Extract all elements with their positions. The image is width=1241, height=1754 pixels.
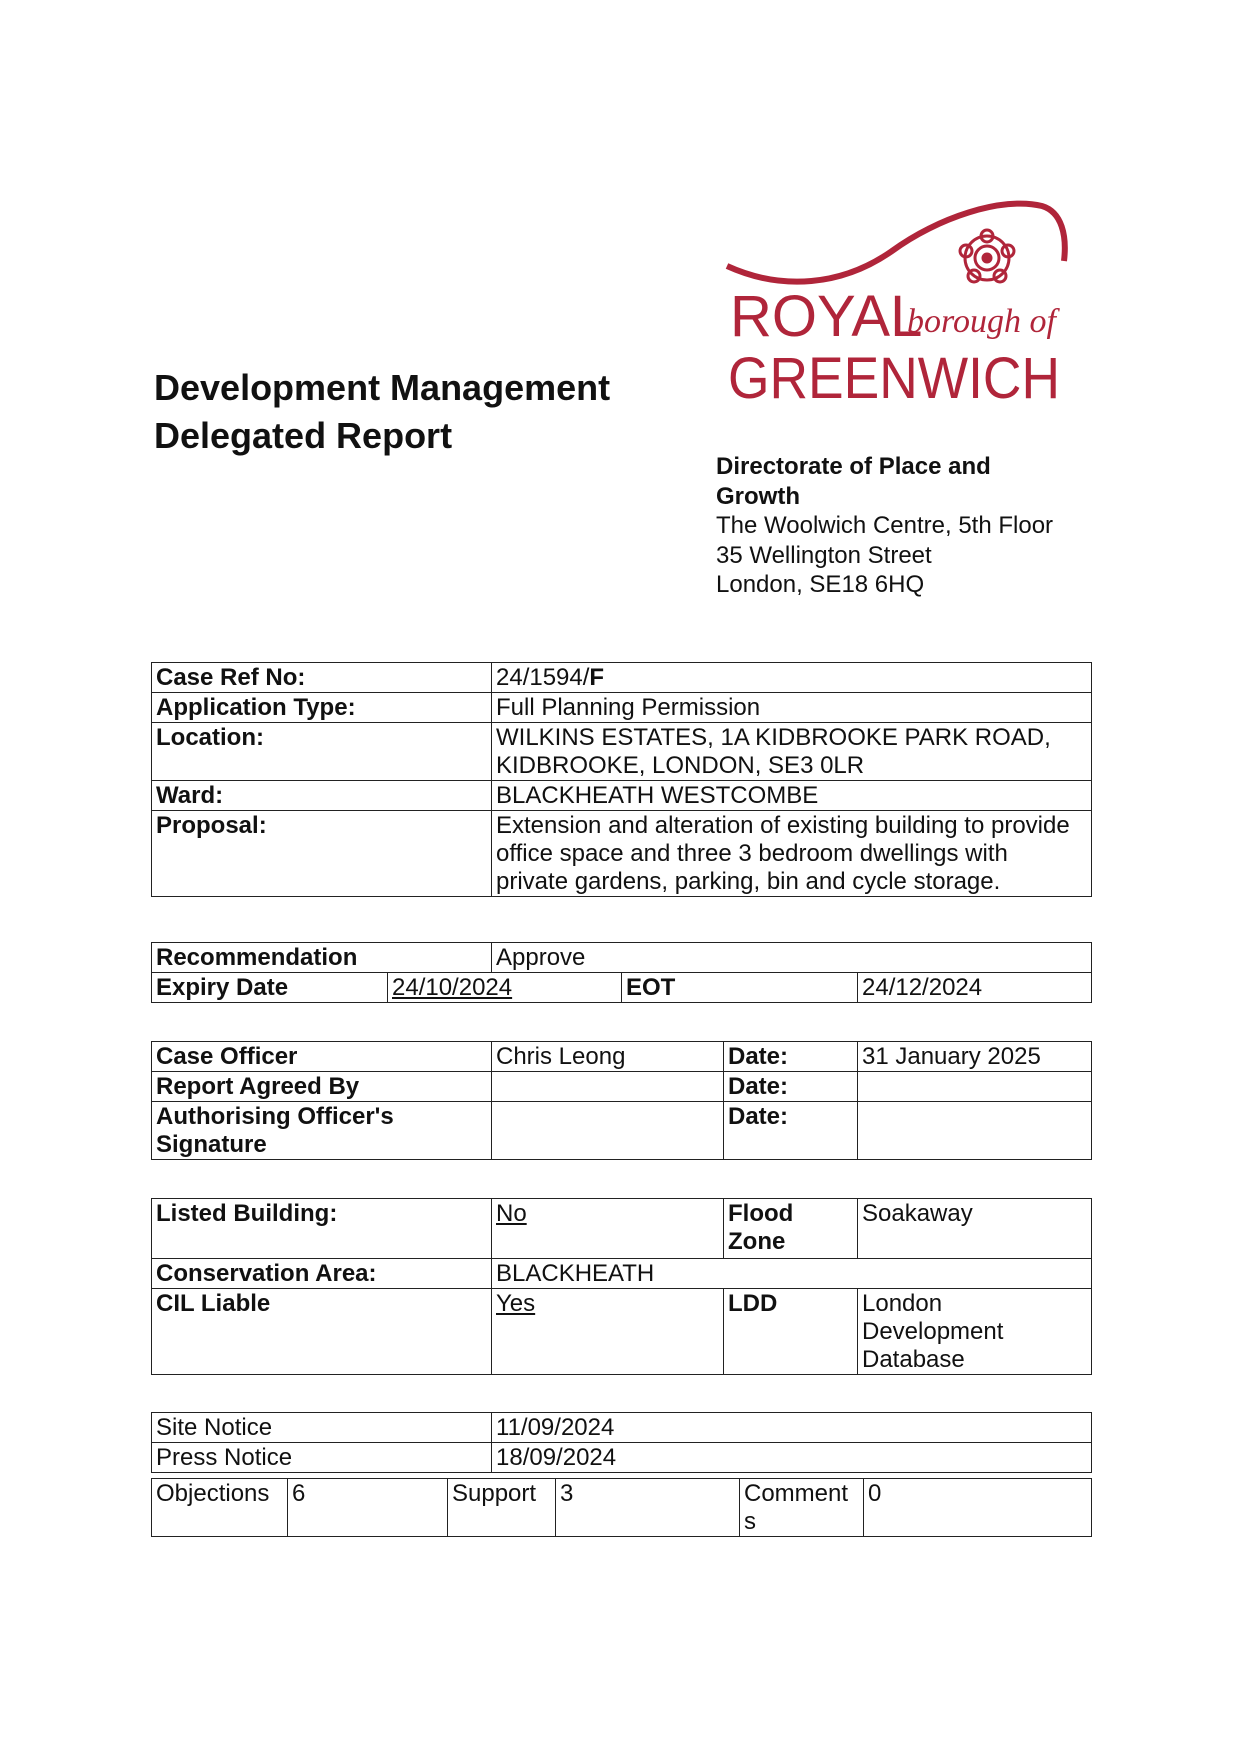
support-label: Support [448,1479,556,1537]
table-row [152,781,1092,811]
case-officer-value: Chris Leong [492,1042,724,1072]
table-row [152,693,1092,723]
expiry-date-label: Expiry Date [152,973,388,1003]
case-ref-label: Case Ref No: [152,663,492,693]
responses-table [151,1478,1092,1537]
title-line-2: Delegated Report [154,415,453,456]
ldd-label: LDD [724,1289,858,1375]
report-agreed-value [492,1072,724,1102]
flood-zone-value: Soakaway [858,1199,1092,1259]
proposal-line-1: Extension and alteration of existing building to provide [496,812,1070,839]
report-agreed-label: Report Agreed By [152,1072,492,1102]
table-row [152,1199,1092,1259]
comments-label-line-2: s [744,1508,756,1535]
directorate-name-1: Directorate of Place and [716,453,991,480]
proposal-line-3: private gardens, parking, bin and cycle storage. [496,868,1001,895]
proposal-label: Proposal: [152,811,492,897]
objections-label: Objections [152,1479,288,1537]
authorising-label-line-1: Authorising Officer's [156,1103,394,1130]
cil-liable-value: Yes [492,1289,724,1375]
flood-zone-label [724,1199,858,1259]
ldd-value [858,1289,1092,1375]
expiry-date-value: 24/10/2024 [388,973,622,1003]
case-details-table [151,662,1092,897]
logo-word-greenwich: GREENWICH [728,346,1060,411]
location-label: Location: [152,723,492,781]
ward-label: Ward: [152,781,492,811]
table-row [152,1072,1092,1102]
proposal-value [492,811,1092,897]
directorate-name-2: Growth [716,482,800,510]
cil-liable-label: CIL Liable [152,1289,492,1375]
table-row [152,663,1092,693]
objections-value: 6 [288,1479,448,1537]
logo-word-borough: borough of [907,303,1056,340]
listed-building-value: No [492,1199,724,1259]
recommendation-value: Approve [492,943,1092,973]
support-value: 3 [556,1479,740,1537]
listed-building-label: Listed Building: [152,1199,492,1259]
eot-value: 24/12/2024 [858,973,1092,1003]
authorising-label-line-2: Signature [156,1131,267,1158]
table-row [152,1102,1092,1160]
logo-word-royal: ROYAL [730,284,923,349]
comments-label [740,1479,864,1537]
location-line-2: KIDBROOKE, LONDON, SE3 0LR [496,752,865,779]
location-line-1: WILKINS ESTATES, 1A KIDBROOKE PARK ROAD, [496,724,1051,751]
table-row [152,973,1092,1003]
ldd-line-3: Database [862,1346,965,1373]
application-type-label: Application Type: [152,693,492,723]
flood-label-line-1: Flood [728,1200,794,1227]
flood-label-line-2: Zone [728,1228,786,1255]
case-officer-date-label: Date: [724,1042,858,1072]
case-officer-date-value: 31 January 2025 [858,1042,1092,1072]
directorate-address [716,452,1053,600]
conservation-area-label: Conservation Area: [152,1259,492,1289]
table-row [152,1413,1092,1443]
logo-swoosh [727,204,1065,282]
press-notice-label: Press Notice [152,1443,492,1473]
officers-table [151,1041,1092,1160]
table-row [152,1289,1092,1375]
address-line-2: 35 Wellington Street [716,541,932,569]
comments-value: 0 [864,1479,1092,1537]
table-row [152,723,1092,781]
report-agreed-date-value [858,1072,1092,1102]
address-line-3: London, SE18 6HQ [716,571,925,598]
site-notice-value: 11/09/2024 [492,1413,1092,1443]
royal-greenwich-logo [722,196,1072,426]
case-officer-label: Case Officer [152,1042,492,1072]
report-agreed-date-label: Date: [724,1072,858,1102]
address-line-1: The Woolwich Centre, 5th Floor [716,512,1054,539]
authorising-date-label: Date: [724,1102,858,1160]
authorising-date-value [858,1102,1092,1160]
ldd-line-2: Development [862,1318,1004,1345]
site-notice-label: Site Notice [152,1413,492,1443]
location-value [492,723,1092,781]
notices-table [151,1412,1092,1473]
authorising-officer-signature [492,1102,724,1160]
case-ref-number: 24/1594/ [496,664,590,691]
table-row [152,1042,1092,1072]
press-notice-value: 18/09/2024 [492,1443,1092,1473]
title-line-1: Development Management [154,367,611,408]
case-ref-suffix: F [589,664,605,691]
application-type-value: Full Planning Permission [492,693,1092,723]
table-row [152,1479,1092,1537]
table-row [152,1443,1092,1473]
ldd-line-1: London [862,1290,943,1317]
authorising-officer-label [152,1102,492,1160]
comments-label-line-1: Comment [744,1480,849,1507]
tudor-rose-icon [960,230,1014,282]
conservation-area-value: BLACKHEATH [492,1259,1092,1289]
recommendation-table [151,942,1092,1003]
table-row [152,811,1092,897]
ward-value: BLACKHEATH WESTCOMBE [492,781,1092,811]
table-row [152,1259,1092,1289]
recommendation-label: Recommendation [152,943,492,973]
constraints-table [151,1198,1092,1375]
table-row [152,943,1092,973]
eot-label: EOT [622,973,858,1003]
page-title [154,364,610,460]
case-ref-value [492,663,1092,693]
proposal-line-2: office space and three 3 bedroom dwellings with [496,840,1008,867]
